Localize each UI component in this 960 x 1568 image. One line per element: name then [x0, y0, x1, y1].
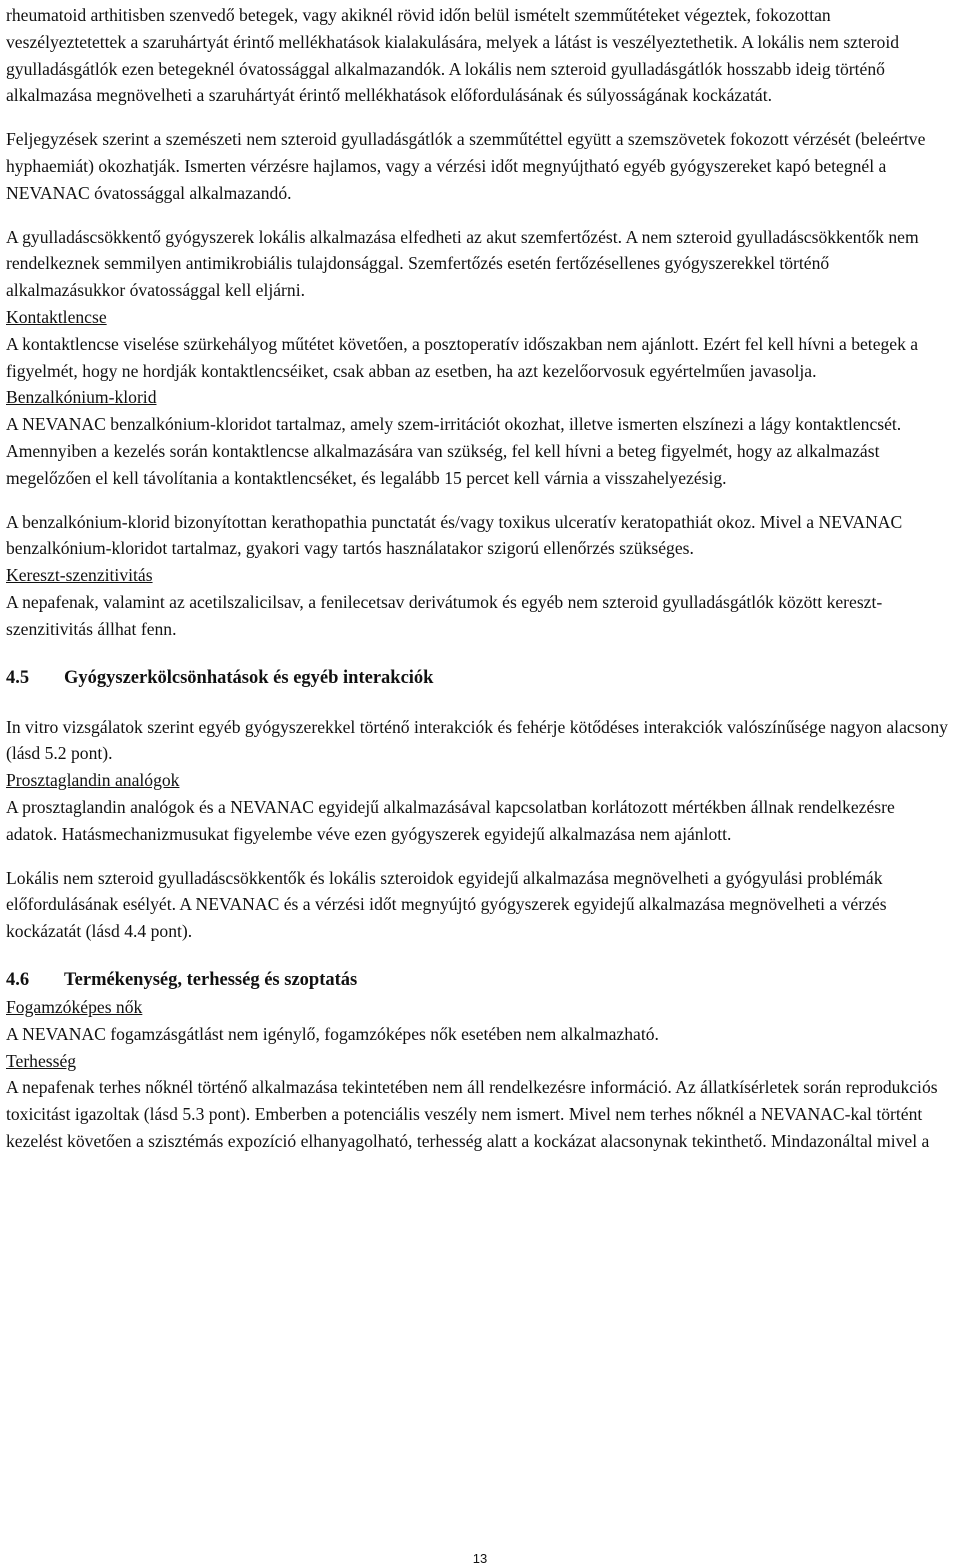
fertile-women-heading: Fogamzóképes nők [6, 996, 143, 1017]
benzalkonium-heading: Benzalkónium-klorid [6, 387, 157, 408]
cross-sensitivity-text: A nepafenak, valamint az acetilszalicilsav, a fenilecetsav derivátumok és egyéb nem szteroid gyulladásgátlók között kereszt-szenzitivitás állhat fenn. [6, 591, 883, 639]
pregnancy-heading: Terhesség [6, 1050, 77, 1071]
intro-paragraph-2: Feljegyzések szerint a szemészeti nem szteroid gyulladásgátlók a szemműtéttel együtt a szemszövetek fokozott vérzését (beleértve hyphaemiát) okozhatják. Ismerten vérzésre hajlamos, vagy a vérzési időt megnyújtható egyéb gyógyszereket kapó betegnél a NEVANAC óvatossággal alkalmazandó. [6, 129, 926, 203]
section-number: 4.5 [6, 667, 30, 688]
document-page [6, 0, 950, 1155]
intro-paragraph-3: A gyulladáscsökkentő gyógyszerek lokális alkalmazása elfedheti az akut szemfertőzést. A nem szteroid gyulladáscsökkentők nem rendelkeznek semmilyen antimikrobiális tulajdonsággal. Szemfertőzés esetén fertőzésellenes gyógyszerekkel történő alkalmazásukkor óvatossággal kell eljárni. [6, 226, 919, 301]
section-title: Termékenység, terhesség és szoptatás [64, 969, 358, 990]
benzalkonium-text-1: A NEVANAC benzalkónium-kloridot tartalmaz, amely szem-irritációt okozhat, illetve ismerten elszínezi a lágy kontaktlencsét. Amennyiben a kezelés során kontaktlencse alkalmazására van szükség, fel kell hívni a beteg figyelmét, hogy az alkalmazást megelőzően el kell távolítania a kontaktlencséket, és legalább 15 percet kell várnia a visszahelyezésig. [6, 414, 902, 488]
contact-lens-heading: Kontaktlencse [6, 306, 107, 327]
section-number: 4.6 [6, 969, 30, 990]
prostaglandin-text: A prosztaglandin analógok és a NEVANAC egyidejű alkalmazásával kapcsolatban korlátozott mértékben állnak rendelkezésre adatok. Hatásmechanizmusukat figyelembe véve ezen gyógyszerek egyidejű alkalmazása nem ajánlott. [6, 796, 895, 844]
prostaglandin-heading: Prosztaglandin analógok [6, 770, 180, 791]
cross-sensitivity-heading: Kereszt-szenzitivitás [6, 565, 153, 586]
page-number: 13 [472, 1551, 488, 1566]
intro-paragraph-1: rheumatoid arthitisben szenvedő betegek, vagy akiknél rövid időn belül ismételt szemműtéteket végeztek, fokozottan veszélyeztetettek a szaruhártyát érintő mellékhatások kialakulására, melyek a látást is veszélyeztethetik. A lokális nem szteroid gyulladásgátlók ezen betegeknél óvatossággal alkalmazandók. A lokális nem szteroid gyulladásgátlók hosszabb ideig történő alkalmazása megnövelheti a szaruhártyát érintő mellékhatások előfordulásának és súlyosságának kockázatát. [6, 5, 900, 106]
contact-lens-text: A kontaktlencse viselése szürkehályog műtétet követően, a posztoperatív időszakban nem ajánlott. Ezért fel kell hívni a betegek a figyelmét, hogy ne hordják kontaktlencséiket, csak abban az esetben, ha azt kezelőorvosuk egyértelműen javasolja. [6, 333, 919, 381]
benzalkonium-text-2: A benzalkónium-klorid bizonyítottan kerathopathia punctatát és/vagy toxikus ulceratív keratopathiát okoz. Mivel a NEVANAC benzalkónium-kloridot tartalmaz, gyakori vagy tartós használatakor szigorú ellenőrzés szükséges. [6, 511, 903, 559]
section-4-5-text: In vitro vizsgálatok szerint egyéb gyógyszerekkel történő interakciók és fehérje kötődéses interakciók valószínűsége nagyon alacsony (lásd 5.2 pont). [6, 716, 948, 764]
pregnancy-text: A nepafenak terhes nőknél történő alkalmazása tekintetében nem áll rendelkezésre információ. Az állatkísérletek során reprodukciós toxicitást igazoltak (lásd 5.3 pont). Emberben a potenciális veszély nem ismert. Mivel nem terhes nőknél a NEVANAC-kal történt kezelést követően a szisztémás expozíció elhanyagolható, terhesség alatt a kockázat alacsonynak tekinthető. Mindazonáltal mivel a [6, 1077, 938, 1151]
section-4-5-heading [6, 665, 950, 692]
local-nsaid-text: Lokális nem szteroid gyulladáscsökkentők és lokális szteroidok egyidejű alkalmazása megnövelheti a gyógyulási problémák előfordulásának esélyét. A NEVANAC és a vérzési időt megnyújtó gyógyszerek egyidejű alkalmazása megnövelheti a vérzés kockázatát (lásd 4.4 pont). [6, 867, 887, 942]
fertile-women-text: A NEVANAC fogamzásgátlást nem igénylő, fogamzóképes nők esetében nem alkalmazható. [6, 1023, 659, 1044]
section-title: Gyógyszerkölcsönhatások és egyéb interakciók [64, 667, 434, 688]
section-4-6-heading [6, 967, 950, 994]
